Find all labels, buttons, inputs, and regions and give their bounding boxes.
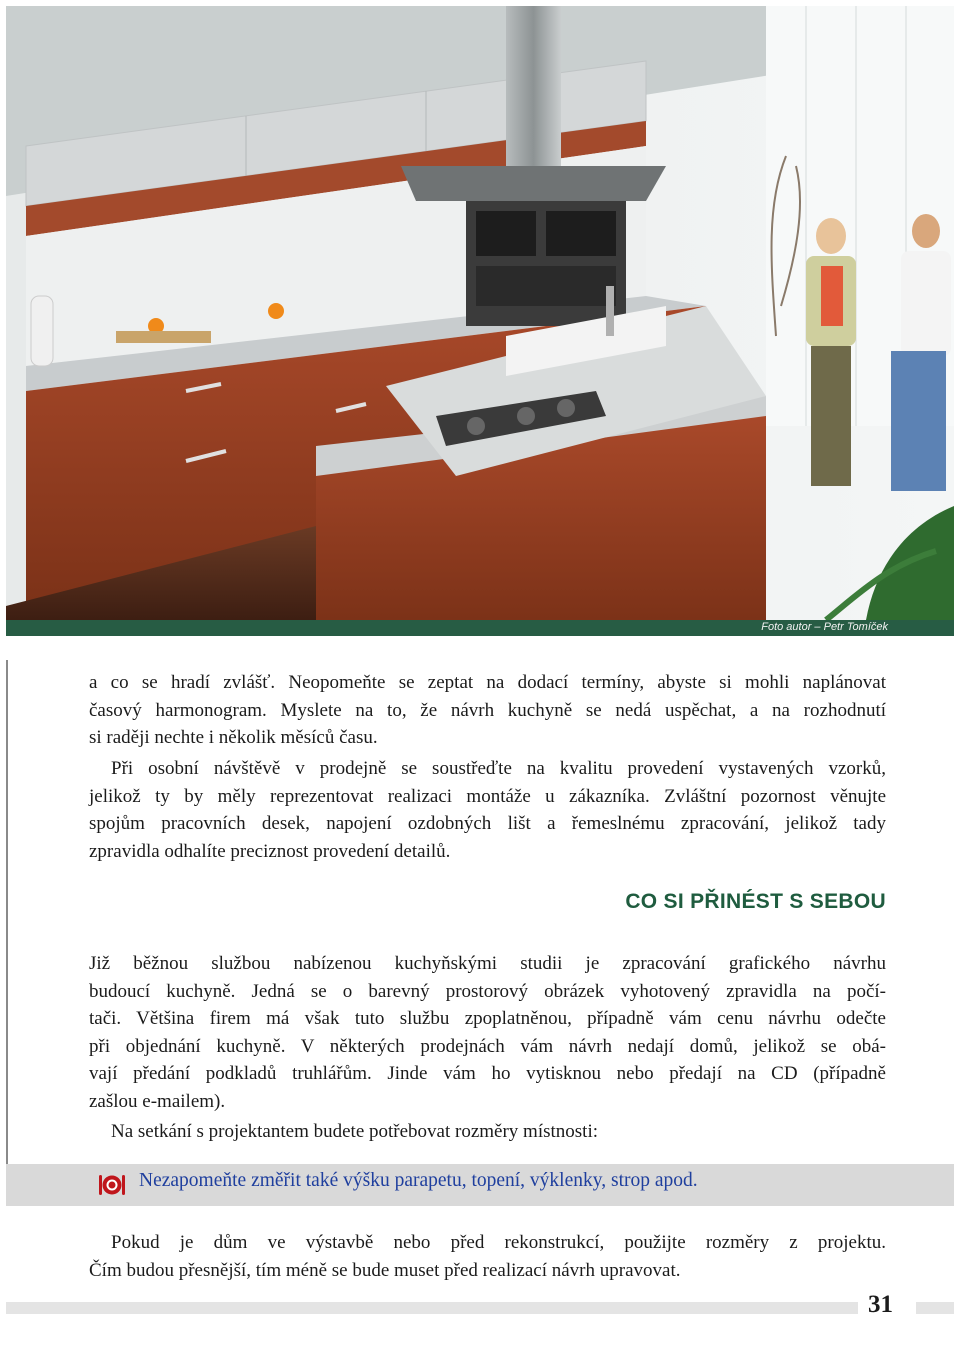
text-line: spojům pracovních desek, napojení ozdobných lišt a řemeslnému zpracování, jelikož tady <box>89 813 886 834</box>
text-line: budoucí kuchyně. Jedná se o barevný prostorový obrázek vyhotovený zpravidla na počí- <box>89 980 886 1002</box>
section-heading: CO SI PŘINÉST S SEBOU <box>625 890 886 913</box>
page-number: 31 <box>868 1291 893 1318</box>
photo-credit: Foto autor – Petr Tomíček <box>761 621 888 633</box>
footer-bar-left <box>6 1302 858 1314</box>
text-line: Již běžnou službou nabízenou kuchyňskými studii je zpracování grafického návrhu <box>89 953 886 974</box>
photo-caption-bar <box>6 620 954 636</box>
kitchen-photo <box>6 6 954 620</box>
text-line: časový harmonogram. Myslete na to, že návrh kuchyně se nedá uspěchat, a na rozhodnutí <box>89 699 886 721</box>
text-line: zašlou e-mailem). <box>89 1090 226 1112</box>
plate-cutlery-icon <box>98 1171 126 1199</box>
text-line: při objednání kuchyně. V některých prodejnách vám návrh nedají domů, jelikož se obá- <box>89 1035 886 1057</box>
text-line: Čím budou přesnější, tím méně se bude muset před realizací návrh upravovat. <box>89 1259 681 1281</box>
margin-rule <box>6 660 8 1180</box>
text-line: Při osobní návštěvě v prodejně se soustřeďte na kvalitu provedení vystavených vzorků, <box>111 758 886 779</box>
footer-bar-right <box>916 1302 954 1314</box>
text-line: tači. Většina firem má však tuto službu zpoplatněnou, případně vám cenu návrhu odečte <box>89 1008 886 1029</box>
text-line: vají předání podkladů truhlářům. Jinde vám ho vytisknou nebo předají na CD (případně <box>89 1063 886 1084</box>
text-line: si raději nechte i několik měsíců času. <box>89 727 378 748</box>
paragraph-4: Na setkání s projektantem budete potřebovat rozměry místnosti: <box>111 1121 599 1142</box>
text-line: jelikož ty by měly reprezentovat realizaci montáže u zákazníka. Zvláštní pozornost věnujte <box>89 785 886 807</box>
tip-text: Nezapomeňte změřit také výšku parapetu, topení, výklenky, strop apod. <box>139 1170 698 1191</box>
text-line: Pokud je dům ve výstavbě nebo před rekonstrukcí, použijte rozměry z projektu. <box>111 1232 886 1253</box>
text-line: a co se hradí zvlášť. Neopomeňte se zeptat na dodací termíny, abyste si mohli naplánovat <box>89 672 886 693</box>
text-line: zpravidla odhalíte preciznost provedení detailů. <box>89 840 451 862</box>
